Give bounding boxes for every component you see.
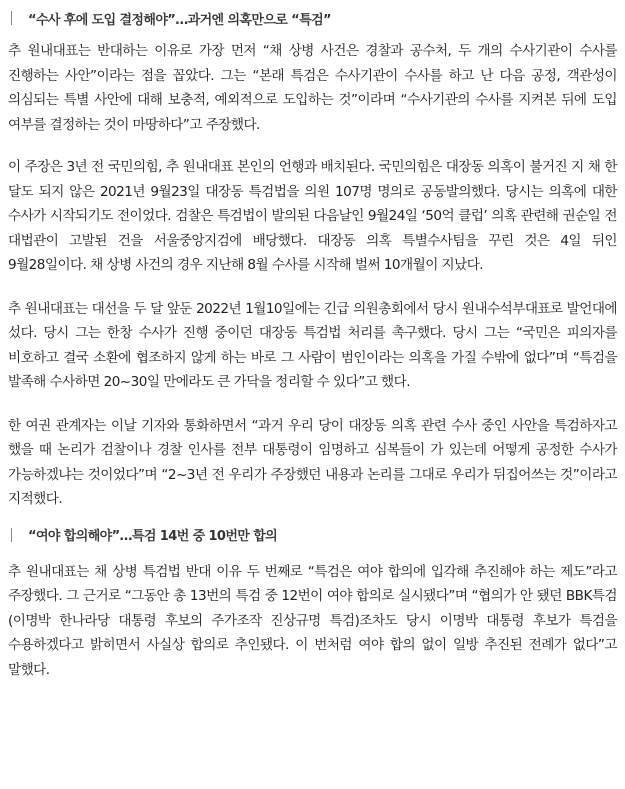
article-paragraph: 이 주장은 3년 전 국민의힘, 추 원내대표 본인의 언행과 배치된다. 국민의힘은 대장동 의혹이 불거진 지 채 한 달도 되지 않은 2021년 9월23일 대장동 특검법을 의원 107명 명의로 공동발의했다. 당시는 의혹에 대한 수사가 시작되기도 전이었다. 검찰은 특검법이 발의된 다음날인 9월24일 ‘50억 클럽’ 의혹 관련해 권순일 전 대법관이 고발된 건을 서울중앙지검에 배당했다. 대장동 의혹 특별수사팀을 꾸린 것은 4일 뒤인 9월28일이다. 채 상병 사건의 경우 지난해 8월 수사를 시작해 벌써 10개월이 지났다. [8, 159, 617, 273]
subheading-bar [11, 11, 12, 25]
section-subheading [8, 9, 617, 27]
section-subheading [8, 526, 617, 544]
subheading-text: “여야 합의해야”…특검 14번 중 10번만 합의 [28, 529, 278, 544]
subheading-bar [11, 528, 12, 542]
article-paragraph: 추 원내대표는 채 상병 특검법 반대 이유 두 번째로 “특검은 여야 합의에 입각해 추진해야 하는 제도”라고 주장했다. 그 근거로 “그동안 총 13번의 특검 중 12번이 여야 합의로 실시됐다”며 “협의가 안 됐던 BBK특검(이명박 한나라당 대통령 후보의 주가조작 진상규명 특검)조차도 당시 이명박 대통령 후보가 특검을 수용하겠다고 밝히면서 사실상 합의로 추인됐다. 이 번처럼 여야 합의 없이 일방 추진된 전례가 없다”고 말했다. [8, 563, 617, 678]
article-paragraph: 한 여권 관계자는 이날 기자와 통화하면서 “과거 우리 당이 대장동 의혹 관련 수사 중인 사안을 특검하자고 했을 때 논리가 검찰이나 경찰 인사를 전부 대통령이 임명하고 심복들이 가 있는데 어떻게 공정한 수사가 가능하겠냐는 것이었다”며 “2~3년 전 우리가 주장했던 내용과 논리를 그대로 우리가 뒤집어쓰는 것”이라고 지적했다. [8, 417, 617, 507]
subheading-text: “수사 후에 도입 결정해야”…과거엔 의혹만으로 “특검” [28, 12, 331, 28]
article-paragraph: 추 원내대표는 대선을 두 달 앞둔 2022년 1월10일에는 긴급 의원총회에서 당시 원내수석부대표로 발언대에 섰다. 당시 그는 한창 수사가 진행 중이던 대장동 특검법 처리를 촉구했다. 당시 그는 “국민은 피의자를 비호하고 결국 소환에 협조하지 않게 하는 바로 그 사람이 범인이라는 의혹을 가질 수밖에 없다”며 “특검을 발족해 수사하면 20~30일 만에라도 큰 가닥을 정리할 수 있다”고 했다. [8, 300, 617, 390]
article-paragraph: 추 원내대표는 반대하는 이유로 가장 먼저 “채 상병 사건은 경찰과 공수처, 두 개의 수사기관이 수사를 진행하는 사안”이라는 점을 꼽았다. 그는 “본래 특검은 수사기관이 수사를 하고 난 다음 공정, 객관성이 의심되는 특별 사안에 대해 보충적, 예외적으로 도입하는 것”이라며 “수사기관의 수사를 지켜본 뒤에 도입 여부를 결정하는 것이 마땅하다”고 주장했다. [8, 43, 617, 133]
article-body [0, 9, 625, 682]
